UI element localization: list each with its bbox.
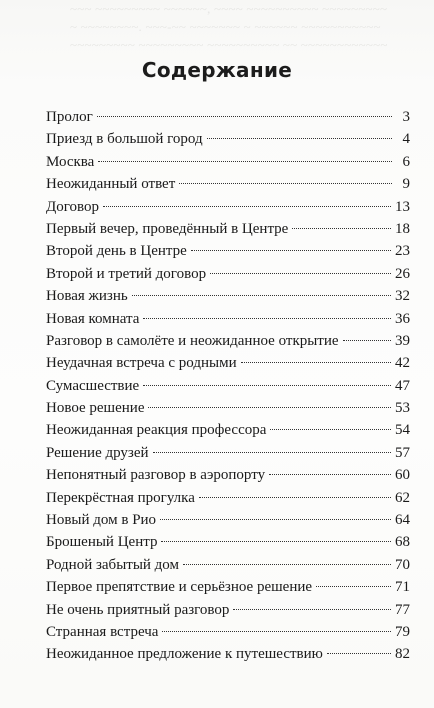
toc-entry-title: Приезд в большой город	[46, 131, 203, 148]
toc-entry-page-number: 54	[395, 422, 410, 439]
toc-entry-title: Новая жизнь	[46, 288, 128, 305]
dot-leader	[233, 609, 391, 610]
toc-entry-page-number: 70	[395, 556, 410, 573]
toc-entry-page-number: 9	[402, 176, 410, 193]
toc-entry-page-number: 57	[395, 444, 410, 461]
dot-leader	[143, 318, 391, 319]
toc-entry	[46, 442, 410, 464]
toc-entry-title: Неожиданная реакция профессора	[46, 422, 267, 439]
toc-entry	[46, 106, 410, 128]
toc-entry-page-number: 60	[395, 467, 410, 484]
table-of-contents	[46, 106, 410, 666]
toc-entry	[46, 330, 410, 352]
toc-entry-page-number: 32	[395, 288, 410, 305]
toc-entry	[46, 196, 410, 218]
toc-entry-page-number: 23	[395, 243, 410, 260]
toc-entry-page-number: 42	[395, 355, 410, 372]
toc-entry	[46, 554, 410, 576]
dot-leader	[148, 407, 391, 408]
toc-entry-title: Сумасшествие	[46, 377, 140, 394]
toc-entry-page-number: 4	[402, 131, 410, 148]
toc-entry	[46, 509, 410, 531]
dot-leader	[270, 429, 391, 430]
toc-entry	[46, 397, 410, 419]
dot-leader	[153, 452, 391, 453]
toc-entry-page-number: 6	[402, 153, 410, 170]
toc-entry-page-number: 62	[395, 489, 410, 506]
toc-entry	[46, 128, 410, 150]
toc-entry	[46, 173, 410, 195]
toc-entry-page-number: 47	[395, 377, 410, 394]
toc-entry	[46, 375, 410, 397]
toc-entry-title: Договор	[46, 198, 99, 215]
toc-entry	[46, 531, 410, 553]
toc-entry-title: Неожиданное предложение к путешествию	[46, 646, 323, 663]
toc-entry-title: Разговор в самолёте и неожиданное открытие	[46, 332, 339, 349]
toc-entry-page-number: 13	[395, 198, 410, 215]
toc-entry-title: Москва	[46, 153, 95, 170]
toc-entry	[46, 352, 410, 374]
page-title: Содержание	[141, 58, 293, 82]
toc-entry	[46, 487, 410, 509]
dot-leader	[132, 295, 391, 296]
toc-entry-page-number: 36	[395, 310, 410, 327]
toc-entry-title: Перекрёстная прогулка	[46, 489, 195, 506]
toc-entry-title: Решение друзей	[46, 444, 149, 461]
toc-entry-title: Первый вечер, проведённый в Центре	[46, 220, 289, 237]
dot-leader	[210, 273, 391, 274]
dot-leader	[327, 653, 391, 654]
dot-leader	[162, 631, 391, 632]
dot-leader	[103, 206, 391, 207]
toc-entry-title: Не очень приятный разговор	[46, 601, 230, 618]
toc-entry	[46, 285, 410, 307]
toc-entry-title: Пролог	[46, 109, 93, 125]
toc-entry-page-number: 18	[395, 220, 410, 237]
toc-entry-title: Брошеный Центр	[46, 534, 158, 551]
toc-entry-page-number: 82	[395, 646, 410, 663]
dot-leader	[241, 362, 391, 363]
toc-entry	[46, 621, 410, 643]
dot-leader	[316, 586, 391, 587]
toc-entry	[46, 308, 410, 330]
dot-leader	[343, 340, 391, 341]
show-through-text: ~~~ ~~~~~~~~~ ~~~~~~, ~~~~ ~~~~~~~~~~ ~~~~~~~~~ ~ ~~~~~~~~. ~~~-~~ ~~~~~~~ ~ ~~~~~~ ~~~~~~~~~~~ ~~~~~~~~~ ~~~~~~~~~ ~~~~~~~~~~ ~~ ~~~~~~~~~~~~	[70, 1, 388, 52]
dot-leader	[292, 228, 391, 229]
toc-entry	[46, 218, 410, 240]
dot-leader	[207, 138, 392, 139]
dot-leader	[161, 541, 391, 542]
toc-entry-page-number: 79	[395, 623, 410, 640]
dot-leader	[191, 250, 391, 251]
toc-entry	[46, 464, 410, 486]
dot-leader	[97, 116, 392, 117]
toc-entry-title: Первое препятствие и серьёзное решение	[46, 579, 313, 596]
dot-leader	[269, 474, 391, 475]
toc-entry-page-number: 68	[395, 534, 410, 551]
toc-entry	[46, 576, 410, 598]
toc-entry-title: Новая комната	[46, 310, 140, 327]
toc-entry-title: Второй и третий договор	[46, 265, 207, 282]
toc-entry-page-number: 71	[395, 579, 410, 596]
toc-entry-title: Неудачная встреча с родными	[46, 355, 237, 372]
dot-leader	[98, 161, 392, 162]
toc-entry-page-number: 26	[395, 265, 410, 282]
toc-entry-page-number: 3	[402, 109, 410, 125]
dot-leader	[179, 183, 392, 184]
toc-entry-title: Новый дом в Рио	[46, 512, 157, 529]
toc-entry-title: Второй день в Центре	[46, 243, 187, 260]
toc-entry	[46, 151, 410, 173]
toc-entry	[46, 643, 410, 665]
toc-entry-title: Родной забытый дом	[46, 556, 180, 573]
dot-leader	[199, 497, 391, 498]
toc-entry-page-number: 64	[395, 512, 410, 529]
dot-leader	[143, 385, 391, 386]
toc-entry-title: Непонятный разговор в аэропорту	[46, 467, 266, 484]
toc-entry	[46, 419, 410, 441]
toc-entry-page-number: 77	[395, 601, 410, 618]
toc-entry-page-number: 39	[395, 332, 410, 349]
toc-entry	[46, 263, 410, 285]
toc-entry-page-number: 53	[395, 400, 410, 417]
toc-entry	[46, 599, 410, 621]
toc-entry	[46, 240, 410, 262]
toc-entry-title: Неожиданный ответ	[46, 176, 176, 193]
toc-entry-title: Новое решение	[46, 400, 145, 417]
dot-leader	[160, 519, 391, 520]
toc-entry-title: Странная встреча	[46, 623, 159, 640]
dot-leader	[183, 564, 391, 565]
